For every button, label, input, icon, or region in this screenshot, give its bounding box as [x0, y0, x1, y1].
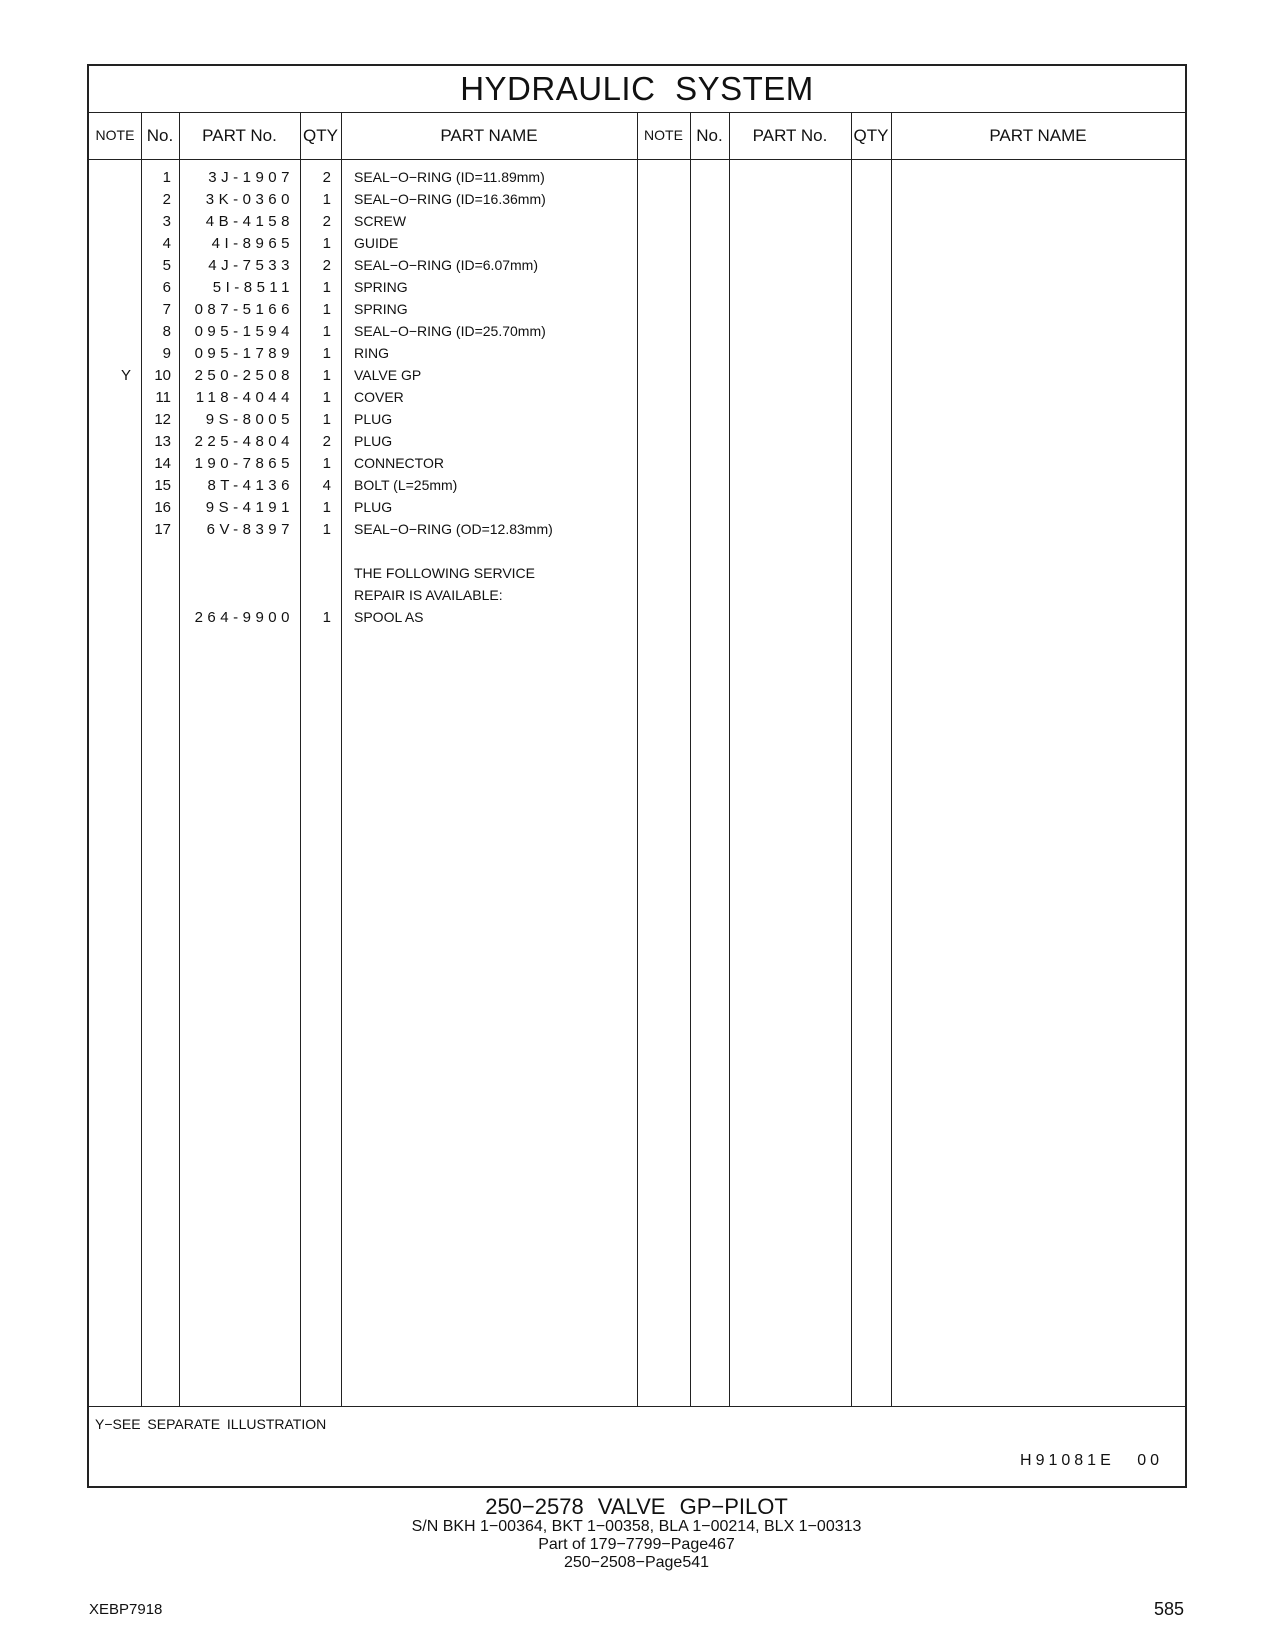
part-number-cell: 4J-7533 [208, 257, 294, 274]
part-name-cell: SPRING [354, 301, 408, 317]
table-row [89, 386, 637, 409]
table-row [89, 364, 637, 387]
part-name-cell: SCREW [354, 213, 407, 229]
header-note-right: NOTE [644, 127, 683, 143]
part-name-cell: PLUG [354, 499, 393, 515]
part-number-cell: 8T-4136 [207, 477, 294, 494]
column-divider [690, 112, 691, 1406]
part-name-cell: SEAL−O−RING (ID=6.07mm) [354, 257, 539, 273]
item-number-cell: 12 [154, 411, 171, 428]
footer-divider [89, 1406, 1185, 1407]
table-row [89, 210, 637, 233]
quantity-cell: 2 [322, 433, 331, 450]
part-number-cell: 095-1789 [194, 345, 294, 362]
item-number-cell: 5 [162, 257, 171, 274]
header-part-name-left: PART NAME [440, 126, 538, 145]
quantity-cell: 1 [322, 279, 331, 296]
header-no-left: No. [146, 126, 174, 145]
part-name-cell: SEAL−O−RING (OD=12.83mm) [354, 521, 553, 537]
table-row [89, 188, 637, 211]
item-number-cell: 3 [162, 213, 171, 230]
page-number: 585 [1153, 1599, 1184, 1619]
item-number-cell: 16 [154, 499, 171, 516]
item-number-cell: 11 [155, 389, 171, 406]
table-row [89, 452, 637, 475]
header-part-no-right: PART No. [752, 126, 828, 145]
part-number-cell: 4I-8965 [211, 235, 294, 252]
table-row [89, 232, 637, 255]
item-number-cell: 17 [154, 521, 171, 538]
quantity-cell: 1 [322, 521, 331, 538]
header-part-name-right: PART NAME [989, 126, 1087, 145]
header-note-left: NOTE [95, 127, 135, 143]
quantity-cell: 1 [322, 191, 331, 208]
table-row [89, 408, 637, 431]
table-row [89, 540, 637, 563]
item-number-cell: 15 [154, 477, 171, 494]
item-number-cell: 9 [162, 345, 171, 362]
quantity-cell: 1 [322, 345, 331, 362]
quantity-cell: 1 [322, 367, 331, 384]
note-cell: Y [121, 367, 132, 384]
table-row [89, 496, 637, 519]
item-number-cell: 14 [154, 455, 171, 472]
part-name-cell: SPOOL AS [354, 609, 424, 625]
parts-table-frame [87, 64, 1187, 1488]
item-number-cell: 4 [162, 235, 171, 252]
legend-note: Y−SEE SEPARATE ILLUSTRATION [95, 1416, 327, 1432]
part-name-cell: COVER [354, 389, 404, 405]
header-no-right: No. [696, 126, 723, 145]
table-row [89, 562, 637, 585]
part-name-cell: SPRING [354, 279, 408, 295]
quantity-cell: 2 [322, 257, 331, 274]
part-name-cell: SEAL−O−RING (ID=11.89mm) [354, 169, 545, 185]
part-number-cell: 3K-0360 [205, 191, 294, 208]
caption-assembly-title: 250−2578 VALVE GP−PILOT [485, 1494, 788, 1519]
table-row [89, 474, 637, 497]
quantity-cell: 1 [322, 455, 331, 472]
part-number-cell: 250-2508 [194, 367, 294, 384]
table-row [89, 518, 637, 541]
table-row [89, 342, 637, 365]
part-number-cell: 190-7865 [194, 455, 294, 472]
part-number-cell: 5I-8511 [212, 279, 294, 296]
part-name-cell: REPAIR IS AVAILABLE: [354, 587, 503, 603]
part-name-cell: SEAL−O−RING (ID=16.36mm) [354, 191, 546, 207]
part-number-cell: 3J-1907 [208, 169, 294, 186]
reference-code: H91081E 00 [1020, 1452, 1163, 1469]
part-number-cell: 4B-4158 [205, 213, 294, 230]
item-number-cell: 10 [154, 367, 171, 384]
item-number-cell: 6 [162, 279, 171, 296]
table-row [89, 166, 637, 189]
part-name-cell: VALVE GP [354, 367, 422, 383]
part-name-cell: SEAL−O−RING (ID=25.70mm) [354, 323, 546, 339]
part-number-cell: 087-5166 [194, 301, 294, 318]
table-row [89, 276, 637, 299]
column-divider [851, 112, 852, 1406]
part-name-cell: BOLT (L=25mm) [354, 477, 458, 493]
quantity-cell: 2 [322, 213, 331, 230]
part-number-cell: 6V-8397 [206, 521, 294, 538]
quantity-cell: 1 [322, 301, 331, 318]
header-part-no-left: PART No. [202, 126, 277, 145]
document-id: XEBP7918 [89, 1601, 163, 1618]
quantity-cell: 4 [322, 477, 331, 494]
item-number-cell: 13 [154, 433, 171, 450]
part-name-cell: CONNECTOR [354, 455, 444, 471]
part-number-cell: 264-9900 [194, 609, 294, 626]
header-qty-right: QTY [853, 126, 889, 145]
table-row [89, 298, 637, 321]
quantity-cell: 2 [322, 169, 331, 186]
table-row [89, 606, 637, 629]
column-divider-center [637, 112, 638, 1406]
part-name-cell: PLUG [354, 411, 393, 427]
part-number-cell: 095-1594 [194, 323, 294, 340]
part-name-cell: THE FOLLOWING SERVICE [354, 565, 535, 581]
part-number-cell: 118-4044 [195, 389, 294, 406]
column-divider [729, 112, 730, 1406]
quantity-cell: 1 [322, 609, 331, 626]
part-name-cell: PLUG [354, 433, 393, 449]
quantity-cell: 1 [322, 235, 331, 252]
part-name-cell: RING [354, 345, 389, 361]
item-number-cell: 8 [162, 323, 171, 340]
item-number-cell: 7 [162, 301, 171, 318]
section-title: HYDRAULIC SYSTEM [89, 66, 1185, 113]
caption-serial-numbers: S/N BKH 1−00364, BKT 1−00358, BLA 1−00214, BLX 1−00313 [411, 1518, 862, 1535]
part-number-cell: 9S-8005 [205, 411, 294, 428]
table-row [89, 320, 637, 343]
table-row [89, 254, 637, 277]
column-divider [891, 112, 892, 1406]
quantity-cell: 1 [322, 389, 331, 406]
item-number-cell: 2 [162, 191, 171, 208]
quantity-cell: 1 [322, 411, 331, 428]
item-number-cell: 1 [162, 169, 171, 186]
table-row [89, 584, 637, 607]
part-number-cell: 9S-4191 [205, 499, 294, 516]
header-qty-left: QTY [303, 126, 338, 145]
caption-part-of: Part of 179−7799−Page467 [538, 1536, 735, 1553]
part-number-cell: 225-4804 [194, 433, 294, 450]
quantity-cell: 1 [322, 499, 331, 516]
quantity-cell: 1 [322, 323, 331, 340]
table-row [89, 430, 637, 453]
part-name-cell: GUIDE [354, 235, 399, 251]
caption-page-ref: 250−2508−Page541 [563, 1554, 710, 1571]
